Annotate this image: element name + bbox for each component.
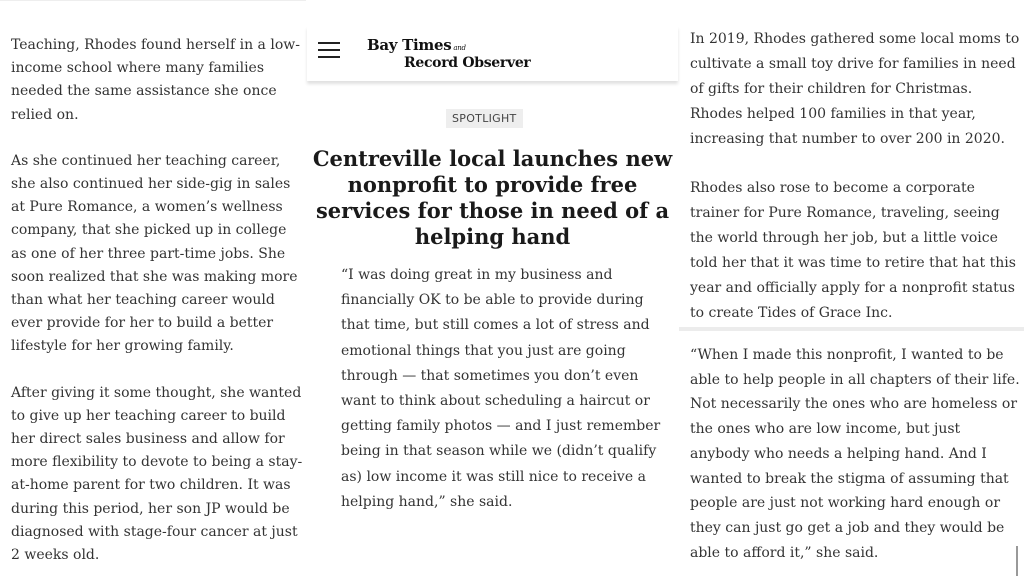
left-paragraph-1: Teaching, Rhodes found herself in a low-income school where many families needed the same assistance she once relied on. <box>11 37 300 123</box>
right-paragraph-1: In 2019, Rhodes gathered some local moms to cultivate a small toy drive for families in need of gifts for their children for Christmas. Rhodes helped 100 families in that year, increasing that number to over 200 in 2020. <box>690 31 1020 147</box>
hamburger-menu-icon[interactable] <box>318 42 340 58</box>
site-header <box>307 26 678 81</box>
scrollbar[interactable] <box>1016 546 1018 576</box>
article-quote: “I was doing great in my business and financially OK to be able to provide during that time, but still comes a lot of stress and emotional things that you just are going through — that sometimes you don’t even want to think about scheduling a haircut or getting family photos — and I just remember being in that season while we (didn’t qualify as) low income it was still nice to receive a helping hand,” she said. <box>341 267 661 510</box>
category-badge[interactable]: SPOTLIGHT <box>446 109 523 128</box>
logo-and: and <box>453 44 466 52</box>
right-paragraph-3: “When I made this nonprofit, I wanted to be able to help people in all chapters of their life. Not necessarily the ones who are homeless or the ones who are low income, but just anybody who needs a helping hand. And I wanted to break the stigma of assuming that people are just not working hard enough or they can just go get a job and they would be able to afford it,” she said. <box>690 347 1020 561</box>
article-headline: Centreville local launches new nonprofit to provide free services for those in need of a helping hand <box>312 146 673 249</box>
section-divider <box>679 327 1024 331</box>
right-article-column <box>679 0 1024 576</box>
left-paragraph-3: After giving it some thought, she wanted to give up her teaching career to build her direct sales business and allow for more flexibility to devote to being a stay-at-home parent for two children. It was during this period, her son JP would be diagnosed with stage-four cancer at just 2 weeks old. <box>11 384 303 564</box>
left-article-column <box>0 0 306 564</box>
site-logo[interactable] <box>367 37 531 70</box>
left-paragraph-2: As she continued her teaching career, she also continued her side-gig in sales at Pure Romance, a women’s wellness company, that she picked up in college as one of her three part-time jobs. She soon realized that she was making more than what her teaching career would ever provide for her to build a better lifestyle for her growing family. <box>11 152 298 355</box>
middle-article-column <box>307 0 678 576</box>
right-paragraph-2: Rhodes also rose to become a corporate trainer for Pure Romance, traveling, seeing the world through her job, but a little voice told her that it was time to retire that hat this year and officially apply for a nonprofit status to create Tides of Grace Inc. <box>690 180 1016 321</box>
logo-line-2: Record Observer <box>404 55 531 71</box>
logo-line-1: Bay Times <box>367 36 452 54</box>
